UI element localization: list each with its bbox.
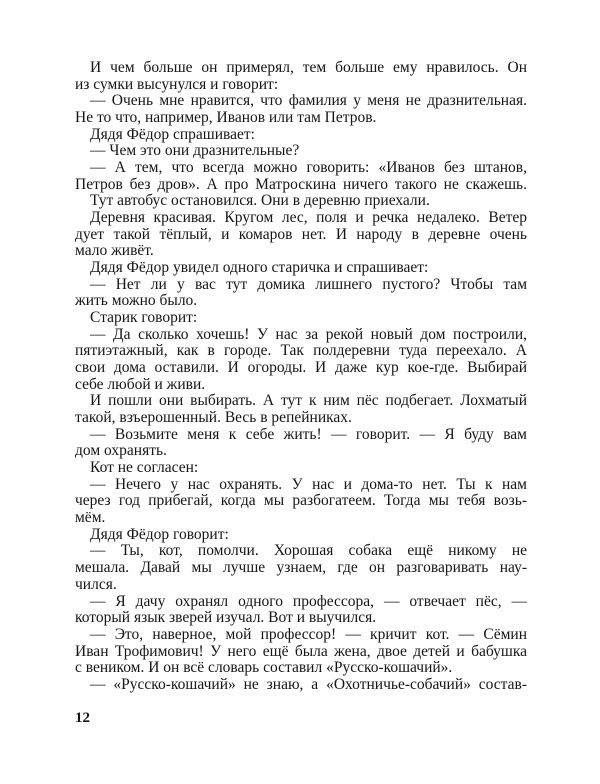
text-line: дом охранять. [75,443,167,460]
text-line: — Да сколько хочешь! У нас за рекой новый дом построили, [90,326,527,343]
text-line: Дядя Фёдор увидел одного старичка и спрашивает: [90,260,429,277]
text-line: себе любой и живи. [75,376,206,393]
text-line: Старик говорит: [90,310,198,327]
text-line: Не то что, например, Иванов или там Петров. [75,110,377,127]
text-line: — Я дачу охранял одного профессора, — отвечает пёс, — [90,593,527,610]
text-line: И пошли они выбирать. А тут к ним пёс подбегает. Лохматый [90,393,527,410]
text-line: мешала. Давай мы лучше узнаем, где он разговаривать нау- [75,560,527,577]
text-line: Кот не согласен: [90,460,199,477]
text-line: чился. [75,576,117,593]
body-text [75,60,527,694]
text-line: Иван Трофимович! У него ещё была жена, двое детей и бабушка [75,643,527,660]
text-line: свои дома оставили. И огороды. И даже кур кое-где. Выбирай [75,360,527,377]
text-line: с веником. И он всё словарь составил «Русско-кошачий». [75,660,453,677]
text-line: — Возьмите меня к себе жить! — говорит. — Я буду вам [90,426,527,443]
text-line: — Нечего у нас охранять. У нас и дома-то нет. Ты к нам [90,476,527,493]
text-line: мём. [75,510,106,527]
text-line: который язык зверей изучал. Вот и выучился. [75,610,377,627]
text-line: пятиэтажный, как в городе. Так полдеревни туда переехало. А [75,343,527,360]
text-line: мало живёт. [75,243,154,260]
text-line: дует такой тёплый, и комаров нет. И народу в деревне очень [75,226,527,243]
text-line: из сумки высунулся и говорит: [75,76,279,93]
text-line: Петров без дров». А про Матроскина ничего такого не скажешь. [75,176,527,193]
text-line: — А тем, что всегда можно говорить: «Иванов без штанов, [90,160,527,177]
text-line: — Нет ли у вас тут домика лишнего пустого? Чтобы там [90,276,527,293]
text-line: И чем больше он примерял, тем больше ему нравилось. Он [90,60,527,76]
text-line: Дядя Фёдор спрашивает: [90,126,255,143]
text-line: Дядя Фёдор говорит: [90,526,229,543]
text-line: жить можно было. [75,293,198,310]
text-line: Деревня красивая. Кругом лес, поля и речка недалеко. Ветер [90,210,527,227]
text-line: — Ты, кот, помолчи. Хорошая собака ещё никому не [90,543,527,560]
text-line: — Это, наверное, мой профессор! — кричит кот. — Сёмин [90,626,527,643]
text-line: через год прибегай, когда мы разбогатеем. Тогда мы тебя возь- [75,493,527,510]
text-line: — «Русско-кошачий» не знаю, а «Охотничье-собачий» состав- [90,676,527,693]
text-line: такой, взъерошенный. Весь в репейниках. [75,410,352,427]
text-line: Тут автобус остановился. Они в деревню приехали. [90,193,430,210]
text-line: — Чем это они дразнительные? [90,143,300,160]
page-number: 12 [75,710,90,726]
text-line: — Очень мне нравится, что фамилия у меня не дразнительная. [90,93,527,110]
